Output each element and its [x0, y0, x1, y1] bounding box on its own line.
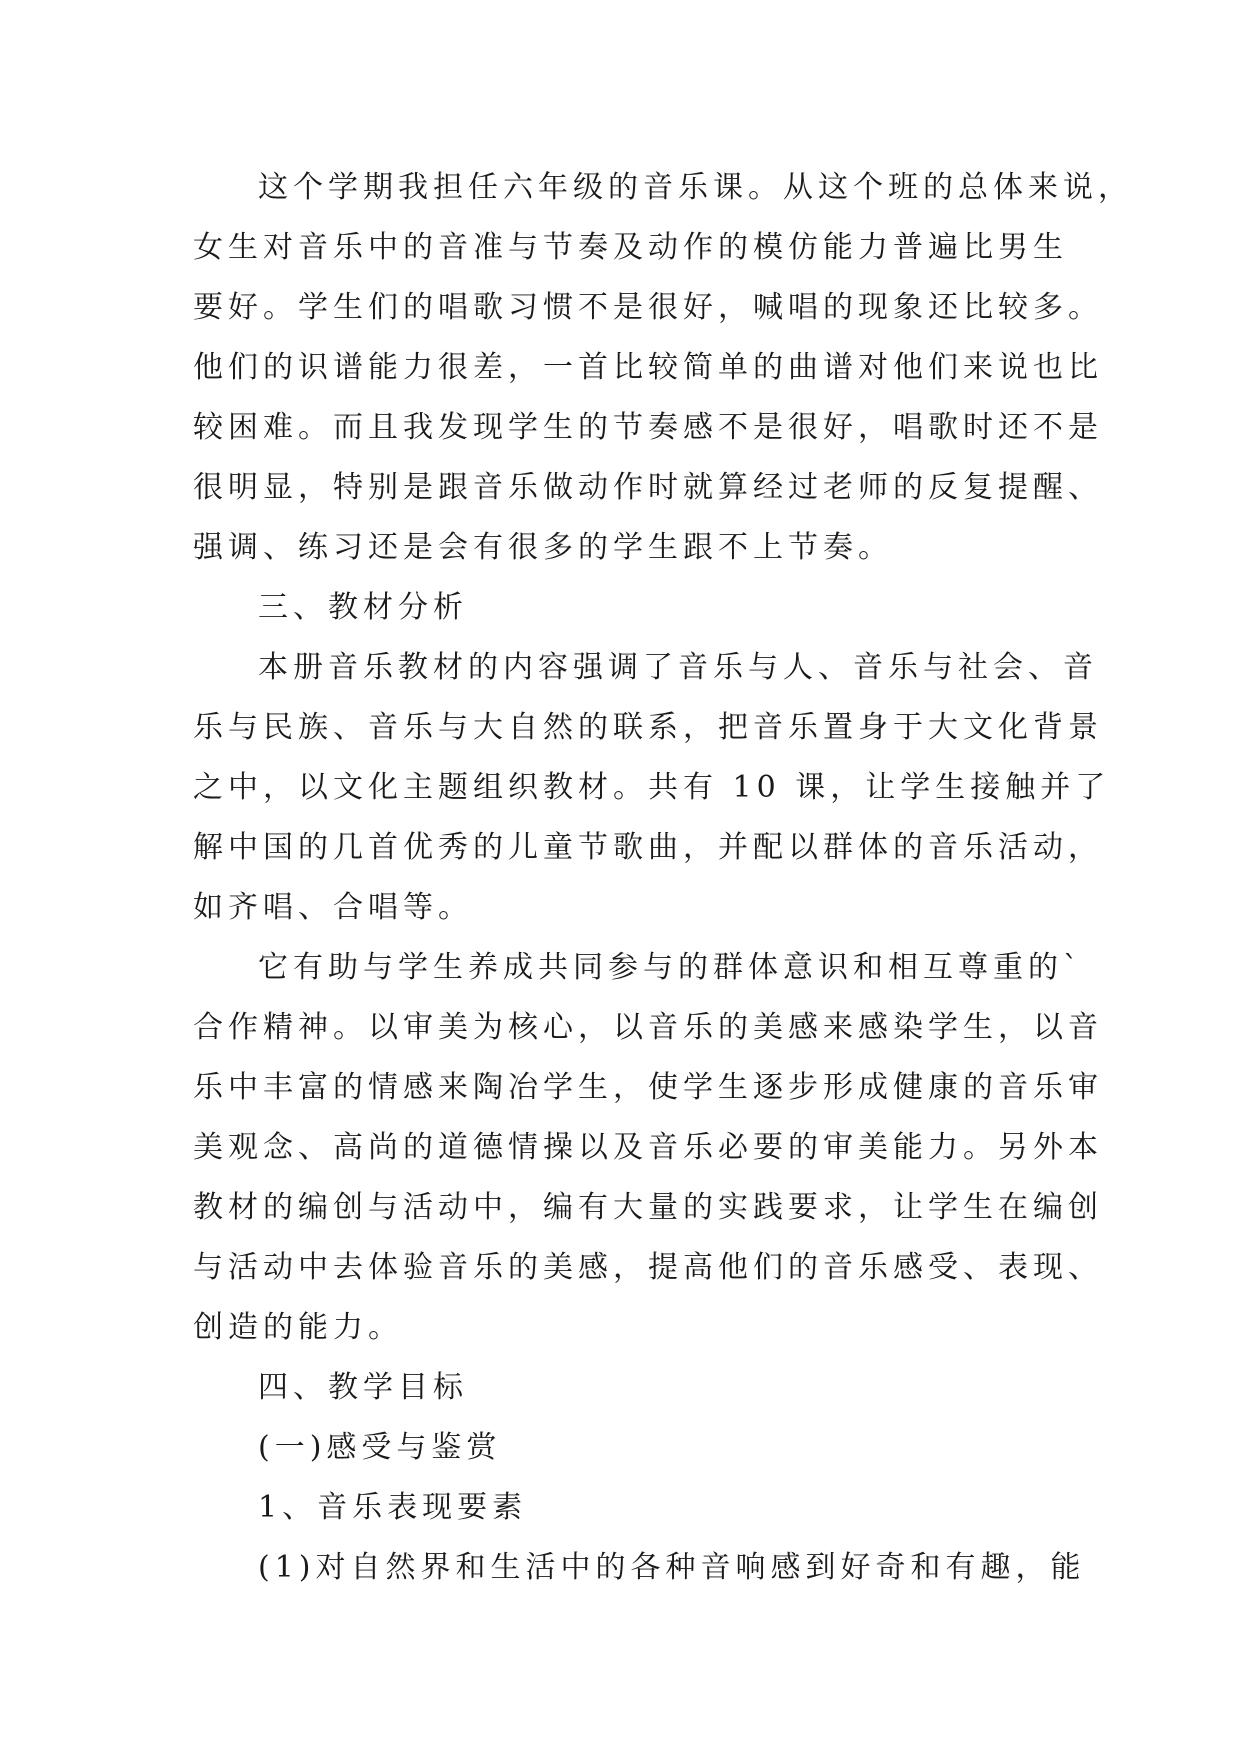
section-heading: 三、教材分析	[258, 590, 468, 625]
paragraph-line: (1)对自然界和生活中的各种音响感到好奇和有趣，能	[258, 1550, 1086, 1585]
paragraph-line: 美观念、高尚的道德情操以及音乐必要的审美能力。另外本	[193, 1130, 1103, 1165]
paragraph-line: 强调、练习还是会有很多的学生跟不上节奏。	[193, 530, 893, 565]
paragraph-line: 他们的识谱能力很差，一首比较简单的曲谱对他们来说也比	[193, 350, 1103, 385]
section-heading: 四、教学目标	[258, 1370, 468, 1405]
subsection-heading: 1、音乐表现要素	[258, 1490, 528, 1525]
subsection-heading: (一)感受与鉴赏	[258, 1430, 502, 1465]
paragraph-line: 乐中丰富的情感来陶冶学生，使学生逐步形成健康的音乐审	[193, 1070, 1103, 1105]
paragraph-line: 教材的编创与活动中，编有大量的实践要求，让学生在编创	[193, 1190, 1103, 1225]
paragraph-line: 解中国的几首优秀的儿童节歌曲，并配以群体的音乐活动，	[193, 830, 1103, 865]
paragraph-line: 之中，以文化主题组织教材。共有 10 课，让学生接触并了	[193, 770, 1111, 805]
paragraph-line: 如齐唱、合唱等。	[193, 890, 473, 925]
paragraph-line: 这个学期我担任六年级的音乐课。从这个班的总体来说，	[258, 170, 1133, 205]
paragraph-line: 乐与民族、音乐与大自然的联系，把音乐置身于大文化背景	[193, 710, 1103, 745]
paragraph-line: 要好。学生们的唱歌习惯不是很好，喊唱的现象还比较多。	[193, 290, 1103, 325]
paragraph-line: 很明显，特别是跟音乐做动作时就算经过老师的反复提醒、	[193, 470, 1103, 505]
paragraph-line: 它有助与学生养成共同参与的群体意识和相互尊重的`	[258, 950, 1083, 985]
paragraph-line: 女生对音乐中的音准与节奏及动作的模仿能力普遍比男生	[193, 230, 1068, 265]
paragraph-line: 与活动中去体验音乐的美感，提高他们的音乐感受、表现、	[193, 1250, 1103, 1285]
paragraph-line: 较困难。而且我发现学生的节奏感不是很好，唱歌时还不是	[193, 410, 1103, 445]
paragraph-line: 合作精神。以审美为核心，以音乐的美感来感染学生，以音	[193, 1010, 1103, 1045]
paragraph-line: 本册音乐教材的内容强调了音乐与人、音乐与社会、音	[258, 650, 1098, 685]
document-body	[193, 158, 1133, 1598]
paragraph-line: 创造的能力。	[193, 1310, 403, 1345]
